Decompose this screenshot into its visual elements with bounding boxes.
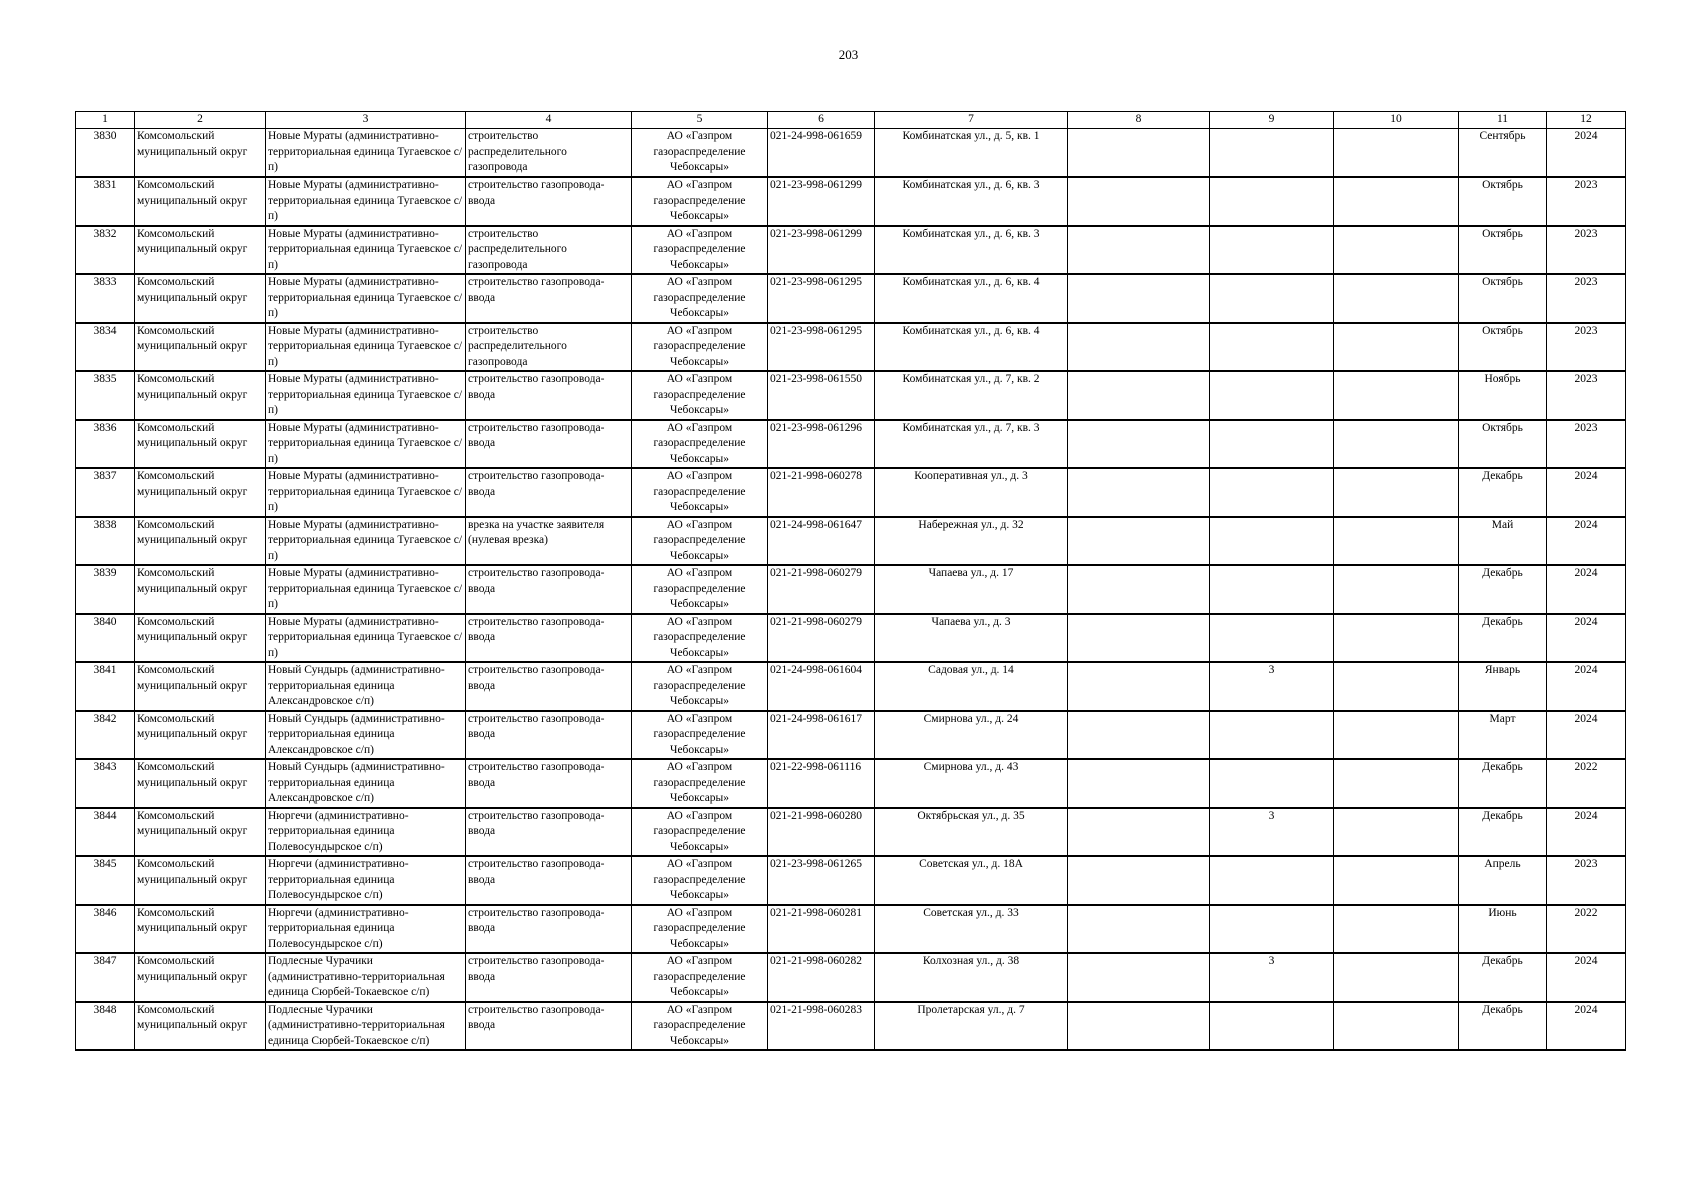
work-type-cell: строительство газопровода-ввода: [466, 468, 632, 517]
year-cell: 2023: [1547, 371, 1626, 420]
district-cell: Комсомольский муниципальный округ: [135, 856, 266, 905]
column-10-cell: [1334, 274, 1459, 323]
column-8-cell: [1068, 517, 1210, 566]
column-9-cell: [1210, 226, 1334, 275]
column-10-cell: [1334, 759, 1459, 808]
month-cell: Декабрь: [1459, 468, 1547, 517]
column-10-cell: [1334, 662, 1459, 711]
district-cell: Комсомольский муниципальный округ: [135, 129, 266, 178]
row-number: 3844: [76, 808, 135, 857]
district-cell: Комсомольский муниципальный округ: [135, 1002, 266, 1051]
district-cell: Комсомольский муниципальный округ: [135, 468, 266, 517]
district-cell: Комсомольский муниципальный округ: [135, 905, 266, 954]
work-type-cell: строительство газопровода-ввода: [466, 808, 632, 857]
district-cell: Комсомольский муниципальный округ: [135, 662, 266, 711]
application-code-cell: 021-22-998-061116: [768, 759, 875, 808]
table-row: [76, 177, 1626, 226]
work-type-cell: строительство газопровода-ввода: [466, 614, 632, 663]
table-body: [76, 129, 1626, 1051]
locality-cell: Новые Мураты (административно-территориальная единица Тугаевское с/п): [266, 129, 466, 178]
locality-cell: Новые Мураты (административно-территориальная единица Тугаевское с/п): [266, 420, 466, 469]
column-9-cell: [1210, 323, 1334, 372]
column-8-cell: [1068, 323, 1210, 372]
organization-cell: АО «Газпром газораспределение Чебоксары»: [632, 662, 768, 711]
column-10-cell: [1334, 614, 1459, 663]
table-row: [76, 468, 1626, 517]
column-8-cell: [1068, 856, 1210, 905]
column-8-cell: [1068, 129, 1210, 178]
address-cell: Смирнова ул., д. 24: [875, 711, 1068, 760]
locality-cell: Новые Мураты (административно-территориальная единица Тугаевское с/п): [266, 517, 466, 566]
column-9-cell: [1210, 177, 1334, 226]
column-9-cell: [1210, 274, 1334, 323]
row-number: 3840: [76, 614, 135, 663]
table-row: [76, 662, 1626, 711]
header-row: [76, 112, 1626, 129]
row-number: 3833: [76, 274, 135, 323]
locality-cell: Нюргечи (административно-территориальная единица Полевосундырское с/п): [266, 856, 466, 905]
month-cell: Декабрь: [1459, 808, 1547, 857]
work-type-cell: строительство газопровода-ввода: [466, 856, 632, 905]
column-8-cell: [1068, 759, 1210, 808]
column-10-cell: [1334, 905, 1459, 954]
month-cell: Май: [1459, 517, 1547, 566]
district-cell: Комсомольский муниципальный округ: [135, 517, 266, 566]
row-number: 3835: [76, 371, 135, 420]
year-cell: 2024: [1547, 468, 1626, 517]
column-8-cell: [1068, 468, 1210, 517]
work-type-cell: строительство газопровода-ввода: [466, 274, 632, 323]
address-cell: Комбинатская ул., д. 6, кв. 3: [875, 226, 1068, 275]
address-cell: Советская ул., д. 33: [875, 905, 1068, 954]
column-9-cell: [1210, 420, 1334, 469]
year-cell: 2022: [1547, 905, 1626, 954]
application-code-cell: 021-21-998-060279: [768, 565, 875, 614]
address-cell: Чапаева ул., д. 3: [875, 614, 1068, 663]
row-number: 3839: [76, 565, 135, 614]
application-code-cell: 021-23-998-061299: [768, 226, 875, 275]
month-cell: Октябрь: [1459, 323, 1547, 372]
column-header-2: 2: [135, 112, 266, 129]
column-10-cell: [1334, 420, 1459, 469]
month-cell: Сентябрь: [1459, 129, 1547, 178]
application-code-cell: 021-23-998-061295: [768, 323, 875, 372]
table-row: [76, 371, 1626, 420]
column-header-12: 12: [1547, 112, 1626, 129]
address-cell: Комбинатская ул., д. 6, кв. 3: [875, 177, 1068, 226]
locality-cell: Новые Мураты (административно-территориальная единица Тугаевское с/п): [266, 565, 466, 614]
column-10-cell: [1334, 808, 1459, 857]
year-cell: 2024: [1547, 953, 1626, 1002]
work-type-cell: врезка на участке заявителя (нулевая врезка): [466, 517, 632, 566]
month-cell: Ноябрь: [1459, 371, 1547, 420]
month-cell: Март: [1459, 711, 1547, 760]
column-header-9: 9: [1210, 112, 1334, 129]
year-cell: 2023: [1547, 323, 1626, 372]
month-cell: Декабрь: [1459, 614, 1547, 663]
address-cell: Садовая ул., д. 14: [875, 662, 1068, 711]
work-type-cell: строительство газопровода-ввода: [466, 1002, 632, 1051]
column-8-cell: [1068, 565, 1210, 614]
column-header-1: 1: [76, 112, 135, 129]
locality-cell: Новый Сундырь (административно-территориальная единица Александровское с/п): [266, 662, 466, 711]
month-cell: Январь: [1459, 662, 1547, 711]
address-cell: Комбинатская ул., д. 5, кв. 1: [875, 129, 1068, 178]
locality-cell: Новые Мураты (административно-территориальная единица Тугаевское с/п): [266, 323, 466, 372]
table-header: [76, 112, 1626, 129]
column-10-cell: [1334, 953, 1459, 1002]
district-cell: Комсомольский муниципальный округ: [135, 420, 266, 469]
application-code-cell: 021-24-998-061604: [768, 662, 875, 711]
table-row: [76, 905, 1626, 954]
application-code-cell: 021-23-998-061265: [768, 856, 875, 905]
row-number: 3846: [76, 905, 135, 954]
locality-cell: Новые Мураты (административно-территориальная единица Тугаевское с/п): [266, 371, 466, 420]
district-cell: Комсомольский муниципальный округ: [135, 711, 266, 760]
month-cell: Октябрь: [1459, 177, 1547, 226]
table-row: [76, 517, 1626, 566]
address-cell: Октябрьская ул., д. 35: [875, 808, 1068, 857]
column-10-cell: [1334, 517, 1459, 566]
year-cell: 2024: [1547, 662, 1626, 711]
table-row: [76, 711, 1626, 760]
district-cell: Комсомольский муниципальный округ: [135, 274, 266, 323]
month-cell: Декабрь: [1459, 759, 1547, 808]
row-number: 3845: [76, 856, 135, 905]
locality-cell: Нюргечи (административно-территориальная единица Полевосундырское с/п): [266, 808, 466, 857]
locality-cell: Новый Сундырь (административно-территориальная единица Александровское с/п): [266, 759, 466, 808]
organization-cell: АО «Газпром газораспределение Чебоксары»: [632, 226, 768, 275]
address-cell: Колхозная ул., д. 38: [875, 953, 1068, 1002]
column-9-cell: 3: [1210, 808, 1334, 857]
column-header-4: 4: [466, 112, 632, 129]
table-row: [76, 614, 1626, 663]
column-9-cell: [1210, 905, 1334, 954]
application-code-cell: 021-23-998-061295: [768, 274, 875, 323]
locality-cell: Новые Мураты (административно-территориальная единица Тугаевское с/п): [266, 226, 466, 275]
month-cell: Октябрь: [1459, 420, 1547, 469]
work-type-cell: строительство газопровода-ввода: [466, 420, 632, 469]
district-cell: Комсомольский муниципальный округ: [135, 614, 266, 663]
address-cell: Комбинатская ул., д. 6, кв. 4: [875, 323, 1068, 372]
month-cell: Декабрь: [1459, 565, 1547, 614]
district-cell: Комсомольский муниципальный округ: [135, 808, 266, 857]
district-cell: Комсомольский муниципальный округ: [135, 565, 266, 614]
column-8-cell: [1068, 905, 1210, 954]
address-cell: Чапаева ул., д. 17: [875, 565, 1068, 614]
address-cell: Пролетарская ул., д. 7: [875, 1002, 1068, 1051]
column-9-cell: 3: [1210, 662, 1334, 711]
locality-cell: Подлесные Чурачики (административно-территориальная единица Сюрбей-Токаевское с/п): [266, 953, 466, 1002]
organization-cell: АО «Газпром газораспределение Чебоксары»: [632, 177, 768, 226]
year-cell: 2022: [1547, 759, 1626, 808]
work-type-cell: строительство газопровода-ввода: [466, 662, 632, 711]
locality-cell: Подлесные Чурачики (административно-территориальная единица Сюрбей-Токаевское с/п): [266, 1002, 466, 1051]
column-10-cell: [1334, 177, 1459, 226]
application-code-cell: 021-24-998-061617: [768, 711, 875, 760]
organization-cell: АО «Газпром газораспределение Чебоксары»: [632, 517, 768, 566]
application-code-cell: 021-21-998-060283: [768, 1002, 875, 1051]
column-header-6: 6: [768, 112, 875, 129]
column-9-cell: [1210, 614, 1334, 663]
district-cell: Комсомольский муниципальный округ: [135, 226, 266, 275]
row-number: 3830: [76, 129, 135, 178]
row-number: 3836: [76, 420, 135, 469]
table-row: [76, 953, 1626, 1002]
table-row: [76, 759, 1626, 808]
locality-cell: Новые Мураты (административно-территориальная единица Тугаевское с/п): [266, 274, 466, 323]
address-cell: Комбинатская ул., д. 7, кв. 2: [875, 371, 1068, 420]
column-9-cell: [1210, 129, 1334, 178]
column-8-cell: [1068, 1002, 1210, 1051]
column-8-cell: [1068, 177, 1210, 226]
year-cell: 2023: [1547, 226, 1626, 275]
work-type-cell: строительство распределительного газопровода: [466, 323, 632, 372]
locality-cell: Новые Мураты (административно-территориальная единица Тугаевское с/п): [266, 614, 466, 663]
address-cell: Смирнова ул., д. 43: [875, 759, 1068, 808]
work-type-cell: строительство распределительного газопровода: [466, 226, 632, 275]
row-number: 3831: [76, 177, 135, 226]
row-number: 3847: [76, 953, 135, 1002]
column-8-cell: [1068, 226, 1210, 275]
organization-cell: АО «Газпром газораспределение Чебоксары»: [632, 323, 768, 372]
row-number: 3842: [76, 711, 135, 760]
column-8-cell: [1068, 662, 1210, 711]
column-header-5: 5: [632, 112, 768, 129]
month-cell: Декабрь: [1459, 953, 1547, 1002]
month-cell: Октябрь: [1459, 274, 1547, 323]
address-cell: Кооперативная ул., д. 3: [875, 468, 1068, 517]
application-code-cell: 021-21-998-060281: [768, 905, 875, 954]
application-code-cell: 021-23-998-061296: [768, 420, 875, 469]
column-header-7: 7: [875, 112, 1068, 129]
row-number: 3843: [76, 759, 135, 808]
work-type-cell: строительство газопровода-ввода: [466, 565, 632, 614]
application-code-cell: 021-24-998-061659: [768, 129, 875, 178]
column-9-cell: [1210, 517, 1334, 566]
table-row: [76, 565, 1626, 614]
table-row: [76, 323, 1626, 372]
organization-cell: АО «Газпром газораспределение Чебоксары»: [632, 953, 768, 1002]
district-cell: Комсомольский муниципальный округ: [135, 759, 266, 808]
year-cell: 2024: [1547, 565, 1626, 614]
column-10-cell: [1334, 711, 1459, 760]
month-cell: Декабрь: [1459, 1002, 1547, 1051]
column-10-cell: [1334, 856, 1459, 905]
table-row: [76, 226, 1626, 275]
year-cell: 2024: [1547, 808, 1626, 857]
work-type-cell: строительство газопровода-ввода: [466, 711, 632, 760]
application-code-cell: 021-24-998-061647: [768, 517, 875, 566]
column-8-cell: [1068, 371, 1210, 420]
application-code-cell: 021-21-998-060282: [768, 953, 875, 1002]
year-cell: 2023: [1547, 420, 1626, 469]
organization-cell: АО «Газпром газораспределение Чебоксары»: [632, 420, 768, 469]
work-type-cell: строительство газопровода-ввода: [466, 905, 632, 954]
table-row: [76, 274, 1626, 323]
table-row: [76, 856, 1626, 905]
year-cell: 2024: [1547, 711, 1626, 760]
year-cell: 2024: [1547, 517, 1626, 566]
organization-cell: АО «Газпром газораспределение Чебоксары»: [632, 371, 768, 420]
row-number: 3837: [76, 468, 135, 517]
application-code-cell: 021-21-998-060279: [768, 614, 875, 663]
column-9-cell: [1210, 565, 1334, 614]
work-type-cell: строительство газопровода-ввода: [466, 759, 632, 808]
application-code-cell: 021-23-998-061299: [768, 177, 875, 226]
year-cell: 2024: [1547, 614, 1626, 663]
column-10-cell: [1334, 226, 1459, 275]
column-8-cell: [1068, 808, 1210, 857]
column-header-3: 3: [266, 112, 466, 129]
application-code-cell: 021-23-998-061550: [768, 371, 875, 420]
organization-cell: АО «Газпром газораспределение Чебоксары»: [632, 468, 768, 517]
month-cell: Июнь: [1459, 905, 1547, 954]
row-number: 3832: [76, 226, 135, 275]
district-cell: Комсомольский муниципальный округ: [135, 323, 266, 372]
year-cell: 2023: [1547, 177, 1626, 226]
locality-cell: Новый Сундырь (административно-территориальная единица Александровское с/п): [266, 711, 466, 760]
organization-cell: АО «Газпром газораспределение Чебоксары»: [632, 1002, 768, 1051]
address-cell: Набережная ул., д. 32: [875, 517, 1068, 566]
column-header-8: 8: [1068, 112, 1210, 129]
column-9-cell: [1210, 1002, 1334, 1051]
row-number: 3834: [76, 323, 135, 372]
organization-cell: АО «Газпром газораспределение Чебоксары»: [632, 759, 768, 808]
organization-cell: АО «Газпром газораспределение Чебоксары»: [632, 614, 768, 663]
organization-cell: АО «Газпром газораспределение Чебоксары»: [632, 711, 768, 760]
row-number: 3841: [76, 662, 135, 711]
column-8-cell: [1068, 711, 1210, 760]
year-cell: 2023: [1547, 274, 1626, 323]
column-9-cell: 3: [1210, 953, 1334, 1002]
column-10-cell: [1334, 371, 1459, 420]
locality-cell: Нюргечи (административно-территориальная единица Полевосундырское с/п): [266, 905, 466, 954]
address-cell: Советская ул., д. 18А: [875, 856, 1068, 905]
column-8-cell: [1068, 274, 1210, 323]
organization-cell: АО «Газпром газораспределение Чебоксары»: [632, 274, 768, 323]
table-row: [76, 808, 1626, 857]
application-code-cell: 021-21-998-060278: [768, 468, 875, 517]
column-header-10: 10: [1334, 112, 1459, 129]
table-row: [76, 1002, 1626, 1051]
work-type-cell: строительство газопровода-ввода: [466, 371, 632, 420]
district-cell: Комсомольский муниципальный округ: [135, 953, 266, 1002]
column-8-cell: [1068, 614, 1210, 663]
column-9-cell: [1210, 759, 1334, 808]
page-number: 203: [838, 47, 859, 62]
column-10-cell: [1334, 129, 1459, 178]
district-cell: Комсомольский муниципальный округ: [135, 371, 266, 420]
organization-cell: АО «Газпром газораспределение Чебоксары»: [632, 856, 768, 905]
column-9-cell: [1210, 711, 1334, 760]
column-10-cell: [1334, 323, 1459, 372]
work-type-cell: строительство распределительного газопровода: [466, 129, 632, 178]
table-row: [76, 129, 1626, 178]
row-number: 3848: [76, 1002, 135, 1051]
column-9-cell: [1210, 468, 1334, 517]
district-cell: Комсомольский муниципальный округ: [135, 177, 266, 226]
work-type-cell: строительство газопровода-ввода: [466, 177, 632, 226]
year-cell: 2024: [1547, 129, 1626, 178]
year-cell: 2024: [1547, 1002, 1626, 1051]
organization-cell: АО «Газпром газораспределение Чебоксары»: [632, 905, 768, 954]
organization-cell: АО «Газпром газораспределение Чебоксары»: [632, 565, 768, 614]
column-10-cell: [1334, 565, 1459, 614]
column-9-cell: [1210, 371, 1334, 420]
month-cell: Октябрь: [1459, 226, 1547, 275]
row-number: 3838: [76, 517, 135, 566]
column-header-11: 11: [1459, 112, 1547, 129]
column-10-cell: [1334, 468, 1459, 517]
locality-cell: Новые Мураты (административно-территориальная единица Тугаевское с/п): [266, 468, 466, 517]
application-code-cell: 021-21-998-060280: [768, 808, 875, 857]
address-cell: Комбинатская ул., д. 6, кв. 4: [875, 274, 1068, 323]
registry-table: [75, 111, 1626, 1051]
organization-cell: АО «Газпром газораспределение Чебоксары»: [632, 129, 768, 178]
work-type-cell: строительство газопровода-ввода: [466, 953, 632, 1002]
month-cell: Апрель: [1459, 856, 1547, 905]
column-8-cell: [1068, 420, 1210, 469]
table-row: [76, 420, 1626, 469]
organization-cell: АО «Газпром газораспределение Чебоксары»: [632, 808, 768, 857]
column-10-cell: [1334, 1002, 1459, 1051]
address-cell: Комбинатская ул., д. 7, кв. 3: [875, 420, 1068, 469]
column-8-cell: [1068, 953, 1210, 1002]
column-9-cell: [1210, 856, 1334, 905]
year-cell: 2023: [1547, 856, 1626, 905]
locality-cell: Новые Мураты (административно-территориальная единица Тугаевское с/п): [266, 177, 466, 226]
